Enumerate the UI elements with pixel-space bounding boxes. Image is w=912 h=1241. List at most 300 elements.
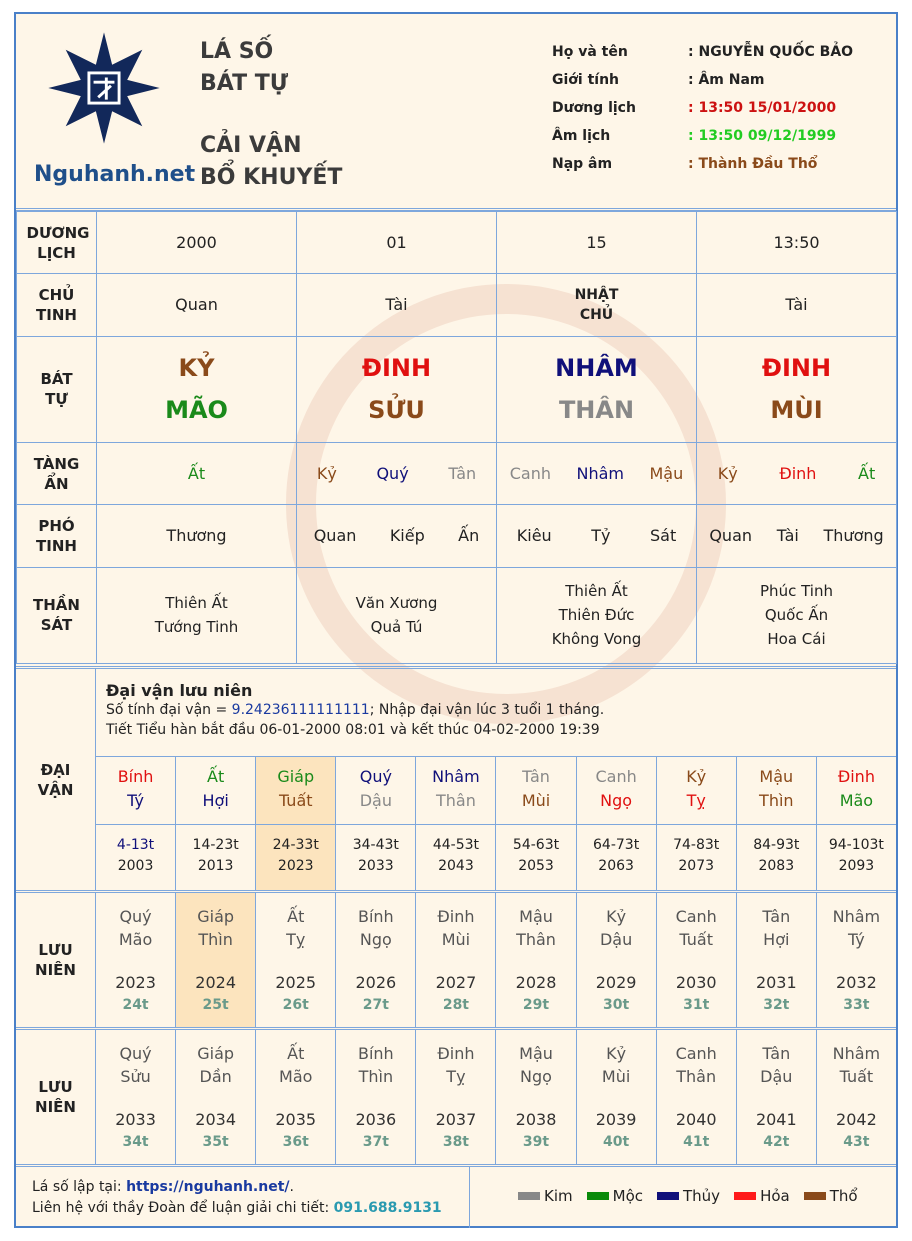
row-label: THẦN SÁT (17, 567, 97, 663)
luu-nien-columns-1 (96, 893, 896, 1027)
luu-nien-label-2: LƯU NIÊN (35, 1078, 76, 1116)
header (16, 14, 896, 208)
info-value: : Thành Đầu Thổ (688, 156, 818, 172)
pillar-cell (697, 443, 897, 505)
age: 25t (202, 997, 229, 1013)
stem: Bính (357, 1044, 394, 1063)
branch: Thân (516, 930, 556, 949)
stem: Mậu (519, 1044, 553, 1063)
pho-tinh-value: Sát (650, 526, 677, 546)
dai-van-column (656, 757, 736, 890)
branch: Mão (118, 930, 153, 949)
branch: Thìn (358, 1067, 394, 1086)
branch: Ngọ (520, 1067, 552, 1086)
year: 2037 (435, 1110, 477, 1129)
age: 29t (522, 997, 550, 1013)
earthly-branch: MÙI (770, 396, 823, 425)
age-range: 4-13t (116, 837, 155, 853)
pillar-cell (497, 505, 697, 567)
pillar-cell (297, 274, 497, 336)
stem: Canh (675, 907, 717, 926)
hidden-stem: Canh (509, 464, 551, 484)
branch: Ngọ (600, 791, 633, 810)
heavenly-stem: NHÂM (555, 354, 638, 383)
element-legend (518, 1187, 866, 1205)
dai-van-pillar (416, 757, 495, 825)
pillar-row (17, 505, 897, 567)
footer (16, 1164, 896, 1228)
hidden-stem: Ất (187, 464, 206, 484)
age: 43t (843, 1134, 870, 1150)
pillar-row (17, 443, 897, 505)
pillar-cell (97, 336, 297, 442)
luu-nien-column (495, 1030, 575, 1164)
year: 2032 (836, 973, 877, 992)
luu-nien-column (656, 1030, 736, 1164)
pillar-cell (297, 567, 497, 663)
legend-label: Kim (544, 1187, 573, 1205)
luu-nien-column (736, 893, 816, 1027)
age: 24t (122, 997, 149, 1013)
pillar-row (17, 274, 897, 336)
pho-tinh-values (297, 526, 496, 545)
luu-nien-grid (96, 893, 896, 1027)
stem: Kỷ (686, 767, 707, 786)
start-year: 2053 (518, 858, 554, 874)
luu-nien-column (255, 893, 335, 1027)
branch: Dần (199, 1067, 232, 1086)
info-key: Âm lịch (552, 128, 611, 144)
star-logo-icon (46, 30, 162, 146)
dai-van-pillar (496, 757, 575, 825)
title-line-3: CẢI VẬN (200, 133, 302, 158)
dai-van-column (255, 757, 335, 890)
phone-number[interactable]: 091.688.9131 (333, 1200, 442, 1216)
year: 2029 (595, 973, 637, 992)
stem: Ất (287, 1044, 305, 1063)
stem: Nhâm (432, 767, 480, 786)
pho-tinh-values (97, 526, 296, 545)
age-range: 84-93t (753, 837, 800, 853)
luu-nien-column (656, 893, 736, 1027)
branch: Mùi (521, 791, 551, 810)
than-sat-value: Thiên Đức (558, 606, 635, 625)
year: 2033 (115, 1110, 156, 1129)
branch: Hợi (202, 791, 229, 810)
chu-tinh-value: NHẬT CHỦ (574, 286, 619, 323)
luu-nien-column (175, 1030, 255, 1164)
stem: Giáp (277, 767, 315, 786)
year: 2026 (355, 973, 397, 992)
year: 2025 (275, 973, 317, 992)
branch: Tý (848, 930, 865, 949)
year: 2036 (355, 1110, 397, 1129)
branch: Sửu (120, 1067, 151, 1086)
age: 41t (683, 1134, 710, 1150)
info-value: : Âm Nam (688, 72, 765, 88)
luu-nien-column (335, 893, 415, 1027)
than-sat-value: Hoa Cái (767, 630, 826, 649)
dai-van-pillar (577, 757, 656, 825)
age: 38t (442, 1134, 470, 1150)
start-year: 2043 (438, 858, 474, 874)
year: 2031 (755, 973, 797, 992)
start-year: 2093 (838, 858, 875, 874)
age: 30t (603, 997, 630, 1013)
hidden-stems (97, 464, 296, 483)
than-sat-value: Văn Xương (355, 594, 438, 613)
stem: Giáp (197, 1044, 235, 1063)
pillar-cell (297, 336, 497, 442)
stem: Nhâm (832, 1044, 881, 1063)
pho-tinh-value: Thương (166, 526, 227, 546)
age: 42t (763, 1134, 790, 1150)
branch: Mùi (601, 1067, 631, 1086)
age-range: 14-23t (192, 837, 239, 853)
dai-van-column (96, 757, 175, 890)
website-link[interactable]: https://nguhanh.net/ (126, 1179, 290, 1195)
earthly-branch: MÃO (165, 396, 228, 425)
hidden-stem: Mậu (649, 464, 684, 484)
title-line-2: BÁT TỰ (200, 71, 289, 96)
legend-swatch (657, 1192, 679, 1200)
legend-label: Hỏa (760, 1187, 790, 1205)
age: 40t (603, 1134, 630, 1150)
age: 26t (282, 997, 309, 1013)
start-year: 2003 (117, 858, 154, 874)
stem: Quý (359, 767, 392, 786)
legend-swatch (587, 1192, 609, 1200)
dai-van-column (495, 757, 575, 890)
than-sat-value: Tướng Tinh (154, 618, 239, 637)
stem: Mậu (519, 907, 553, 926)
dai-van-columns (96, 757, 896, 890)
dai-van-grid (96, 757, 896, 890)
dai-van-column (175, 757, 255, 890)
pillar-cell (697, 212, 897, 274)
stem: Mậu (759, 767, 794, 786)
pillar-cell (97, 505, 297, 567)
age: 39t (522, 1134, 550, 1150)
dai-van-period (416, 825, 495, 890)
legend-label: Thủy (683, 1187, 721, 1205)
date-value: 01 (386, 233, 407, 253)
pillar-cell (497, 336, 697, 442)
than-sat-value: Quốc Ấn (764, 606, 829, 625)
hidden-stem: Nhâm (576, 464, 624, 484)
pho-tinh-value: Kiếp (389, 526, 425, 546)
start-year: 2023 (277, 858, 314, 874)
luu-nien-column (415, 893, 495, 1027)
pillar-cell (97, 274, 297, 336)
year: 2030 (675, 973, 717, 992)
age-range: 34-43t (352, 837, 399, 853)
luu-nien-label-1: LƯU NIÊN (35, 941, 76, 979)
footer-line-2: Liên hệ với thầy Đoàn để luận giải chi tiết: 091.688.9131 (32, 1200, 442, 1216)
year: 2034 (195, 1110, 236, 1129)
age: 32t (763, 997, 790, 1013)
luu-nien-columns-2 (96, 1030, 896, 1164)
chu-tinh-value: Tài (785, 295, 808, 315)
pillar-cell (297, 443, 497, 505)
start-year: 2073 (678, 858, 715, 874)
year: 2027 (435, 973, 477, 992)
dai-van-column (736, 757, 816, 890)
personal-info (552, 38, 853, 178)
age-range: 54-63t (512, 837, 560, 853)
branch: Tỵ (446, 1067, 466, 1086)
start-year: 2013 (197, 858, 234, 874)
pillars-section (16, 208, 896, 664)
row-label: DƯƠNG LỊCH (17, 212, 97, 274)
age: 36t (282, 1134, 309, 1150)
age-range: 44-53t (432, 837, 479, 853)
branch: Mùi (441, 930, 471, 949)
dai-van-period (96, 825, 175, 890)
pillar-row (17, 567, 897, 663)
luu-nien-column (576, 1030, 656, 1164)
branch: Tuất (278, 791, 313, 810)
pillar-cell (497, 212, 697, 274)
pillar-cell (97, 212, 297, 274)
bazi-chart-page (14, 12, 898, 1228)
branch: Tỵ (686, 791, 706, 810)
stem: Bính (117, 767, 154, 786)
info-key: Họ và tên (552, 44, 628, 60)
dai-van-pillar (96, 757, 175, 825)
hidden-stem: Kỷ (316, 464, 337, 484)
start-year: 2033 (358, 858, 394, 874)
luu-nien-column (576, 893, 656, 1027)
year: 2038 (515, 1110, 557, 1129)
dai-van-period (657, 825, 736, 890)
branch: Dậu (359, 791, 392, 810)
pillar-cell (297, 505, 497, 567)
stem: Tân (762, 1044, 791, 1063)
legend-swatch (734, 1192, 756, 1200)
branch: Mão (279, 1067, 313, 1086)
dai-van-pillar (256, 757, 335, 825)
age: 37t (362, 1134, 389, 1150)
pillar-row (17, 212, 897, 274)
pho-tinh-value: Tài (776, 526, 799, 546)
info-key: Nạp âm (552, 156, 613, 172)
stem: Kỷ (606, 907, 627, 926)
stem: Đinh (437, 1044, 475, 1063)
dai-van-period (817, 825, 896, 890)
pillar-cell (497, 274, 697, 336)
branch: Tuất (839, 1067, 874, 1086)
branch: Hợi (763, 930, 790, 949)
dai-van-title: Đại vận lưu niên (106, 681, 253, 700)
pho-tinh-value: Kiêu (516, 526, 552, 546)
legend-item (804, 1187, 858, 1205)
stem: Canh (595, 767, 637, 786)
branch: Thìn (198, 930, 233, 949)
earthly-branch: THÂN (558, 396, 635, 425)
stem: Bính (357, 907, 394, 926)
branch: Tỵ (286, 930, 306, 949)
legend-item (518, 1187, 573, 1205)
dai-van-label: ĐẠI VẬN (37, 760, 74, 799)
dai-van-column (816, 757, 896, 890)
info-row (552, 38, 853, 66)
legend-item (734, 1187, 790, 1205)
pillar-cell (497, 443, 697, 505)
branch: Tuất (679, 930, 713, 949)
branch: Dậu (760, 1067, 793, 1086)
stem: Canh (675, 1044, 717, 1063)
luu-nien-column (335, 1030, 415, 1164)
hidden-stems (697, 464, 896, 483)
stem: Đinh (837, 767, 875, 786)
legend-item (587, 1187, 643, 1205)
hidden-stem: Ất (858, 464, 876, 484)
pillar-cell (97, 443, 297, 505)
info-row (552, 94, 853, 122)
dai-van-pillar (817, 757, 896, 825)
legend-swatch (804, 1192, 826, 1200)
stem: Ất (207, 767, 225, 786)
age-range: 64-73t (593, 837, 640, 853)
site-name: Nguhanh.net (34, 162, 196, 187)
legend-swatch (518, 1192, 540, 1200)
pillar-cell (297, 212, 497, 274)
pho-tinh-values (697, 526, 896, 545)
legend-label: Thổ (829, 1187, 858, 1205)
earthly-branch: SỬU (368, 396, 425, 425)
luu-nien-column (816, 893, 896, 1027)
luu-nien-column (816, 1030, 896, 1164)
stem: Nhâm (832, 907, 881, 926)
hidden-stems (497, 464, 696, 483)
start-year: 2063 (598, 858, 634, 874)
dai-van-pillar (657, 757, 736, 825)
stem: Tân (762, 907, 791, 926)
dai-van-period (737, 825, 816, 890)
age: 33t (843, 997, 870, 1013)
pho-tinh-value: Thương (823, 526, 884, 546)
year: 2023 (115, 973, 156, 992)
stem: Quý (119, 1044, 152, 1063)
hidden-stem: Kỷ (717, 464, 738, 484)
info-row (552, 150, 853, 178)
branch: Dậu (599, 930, 633, 949)
branch: Mão (839, 791, 874, 810)
hidden-stems (297, 464, 496, 483)
info-value: : 13:50 15/01/2000 (688, 100, 837, 116)
year: 2041 (755, 1110, 797, 1129)
hidden-stem: Đinh (779, 464, 817, 484)
branch: Thìn (759, 791, 794, 810)
date-value: 15 (586, 233, 607, 253)
title-line-4: BỔ KHUYẾT (200, 165, 343, 190)
luu-nien-grid (96, 1030, 896, 1164)
stem: Kỷ (606, 1044, 627, 1063)
pillar-cell (497, 567, 697, 663)
luu-nien-column (495, 893, 575, 1027)
dai-van-period (496, 825, 575, 890)
pho-tinh-values (497, 526, 696, 545)
stem: Giáp (197, 907, 235, 926)
pillar-cell (97, 567, 297, 663)
pillar-row (17, 336, 897, 442)
age-range: 94-103t (828, 837, 884, 853)
luu-nien-section-2 (16, 1027, 896, 1164)
pillar-cell (697, 567, 897, 663)
than-sat-value: Quả Tú (370, 618, 423, 637)
age-range: 74-83t (673, 837, 720, 853)
stem: Ất (287, 907, 305, 926)
year: 2028 (515, 973, 557, 992)
age: 31t (683, 997, 710, 1013)
than-sat-value: Thiên Ất (165, 594, 228, 613)
start-year: 2083 (758, 858, 795, 874)
title-line-1: LÁ SỐ (200, 39, 274, 64)
pho-tinh-value: Tỷ (591, 526, 611, 546)
dai-van-period (577, 825, 656, 890)
dai-van-line-2: Tiết Tiểu hàn bắt đầu 06-01-2000 08:01 và kết thúc 04-02-2000 19:39 (106, 722, 600, 738)
year: 2039 (595, 1110, 637, 1129)
stem: Tân (522, 767, 550, 786)
dai-van-period (336, 825, 415, 890)
heavenly-stem: ĐINH (761, 354, 832, 383)
luu-nien-column (175, 893, 255, 1027)
than-sat-value: Không Vong (551, 630, 642, 649)
pho-tinh-value: Quan (313, 526, 357, 546)
dai-van-line-1: Số tính đại vận = 9.24236111111111; Nhập đại vận lúc 3 tuổi 1 tháng. (106, 702, 605, 718)
year: 2024 (195, 973, 236, 992)
luu-nien-column (736, 1030, 816, 1164)
age: 35t (202, 1134, 229, 1150)
year: 2040 (675, 1110, 717, 1129)
date-value: 13:50 (773, 233, 820, 253)
luu-nien-column (96, 1030, 175, 1164)
than-sat-value: Thiên Ất (565, 582, 628, 601)
dai-van-column (576, 757, 656, 890)
info-key: Dương lịch (552, 100, 636, 116)
year: 2042 (836, 1110, 877, 1129)
dai-van-column (335, 757, 415, 890)
stem: Đinh (437, 907, 475, 926)
dai-van-period (176, 825, 255, 890)
legend-item (657, 1187, 720, 1205)
dai-van-section (16, 666, 896, 890)
info-row (552, 66, 853, 94)
year: 2035 (275, 1110, 317, 1129)
legend-label: Mộc (612, 1187, 643, 1205)
branch: Thân (435, 791, 476, 810)
pillar-cell (697, 336, 897, 442)
pillar-cell (697, 505, 897, 567)
row-label: PHÓ TINH (17, 505, 97, 567)
dai-van-pillar (737, 757, 816, 825)
date-value: 2000 (176, 233, 217, 253)
pho-tinh-value: Ấn (458, 526, 480, 546)
info-value: : NGUYỄN QUỐC BẢO (688, 44, 854, 60)
than-sat-value: Phúc Tinh (760, 582, 833, 601)
row-label: CHỦ TINH (17, 274, 97, 336)
luu-nien-column (255, 1030, 335, 1164)
pho-tinh-value: Quan (709, 526, 753, 546)
age: 27t (362, 997, 389, 1013)
hidden-stem: Quý (376, 464, 409, 484)
stem: Quý (119, 907, 152, 926)
heavenly-stem: ĐINH (361, 354, 432, 383)
branch: Tý (127, 791, 144, 810)
luu-nien-section-1 (16, 890, 896, 1027)
heavenly-stem: KỶ (178, 354, 215, 383)
